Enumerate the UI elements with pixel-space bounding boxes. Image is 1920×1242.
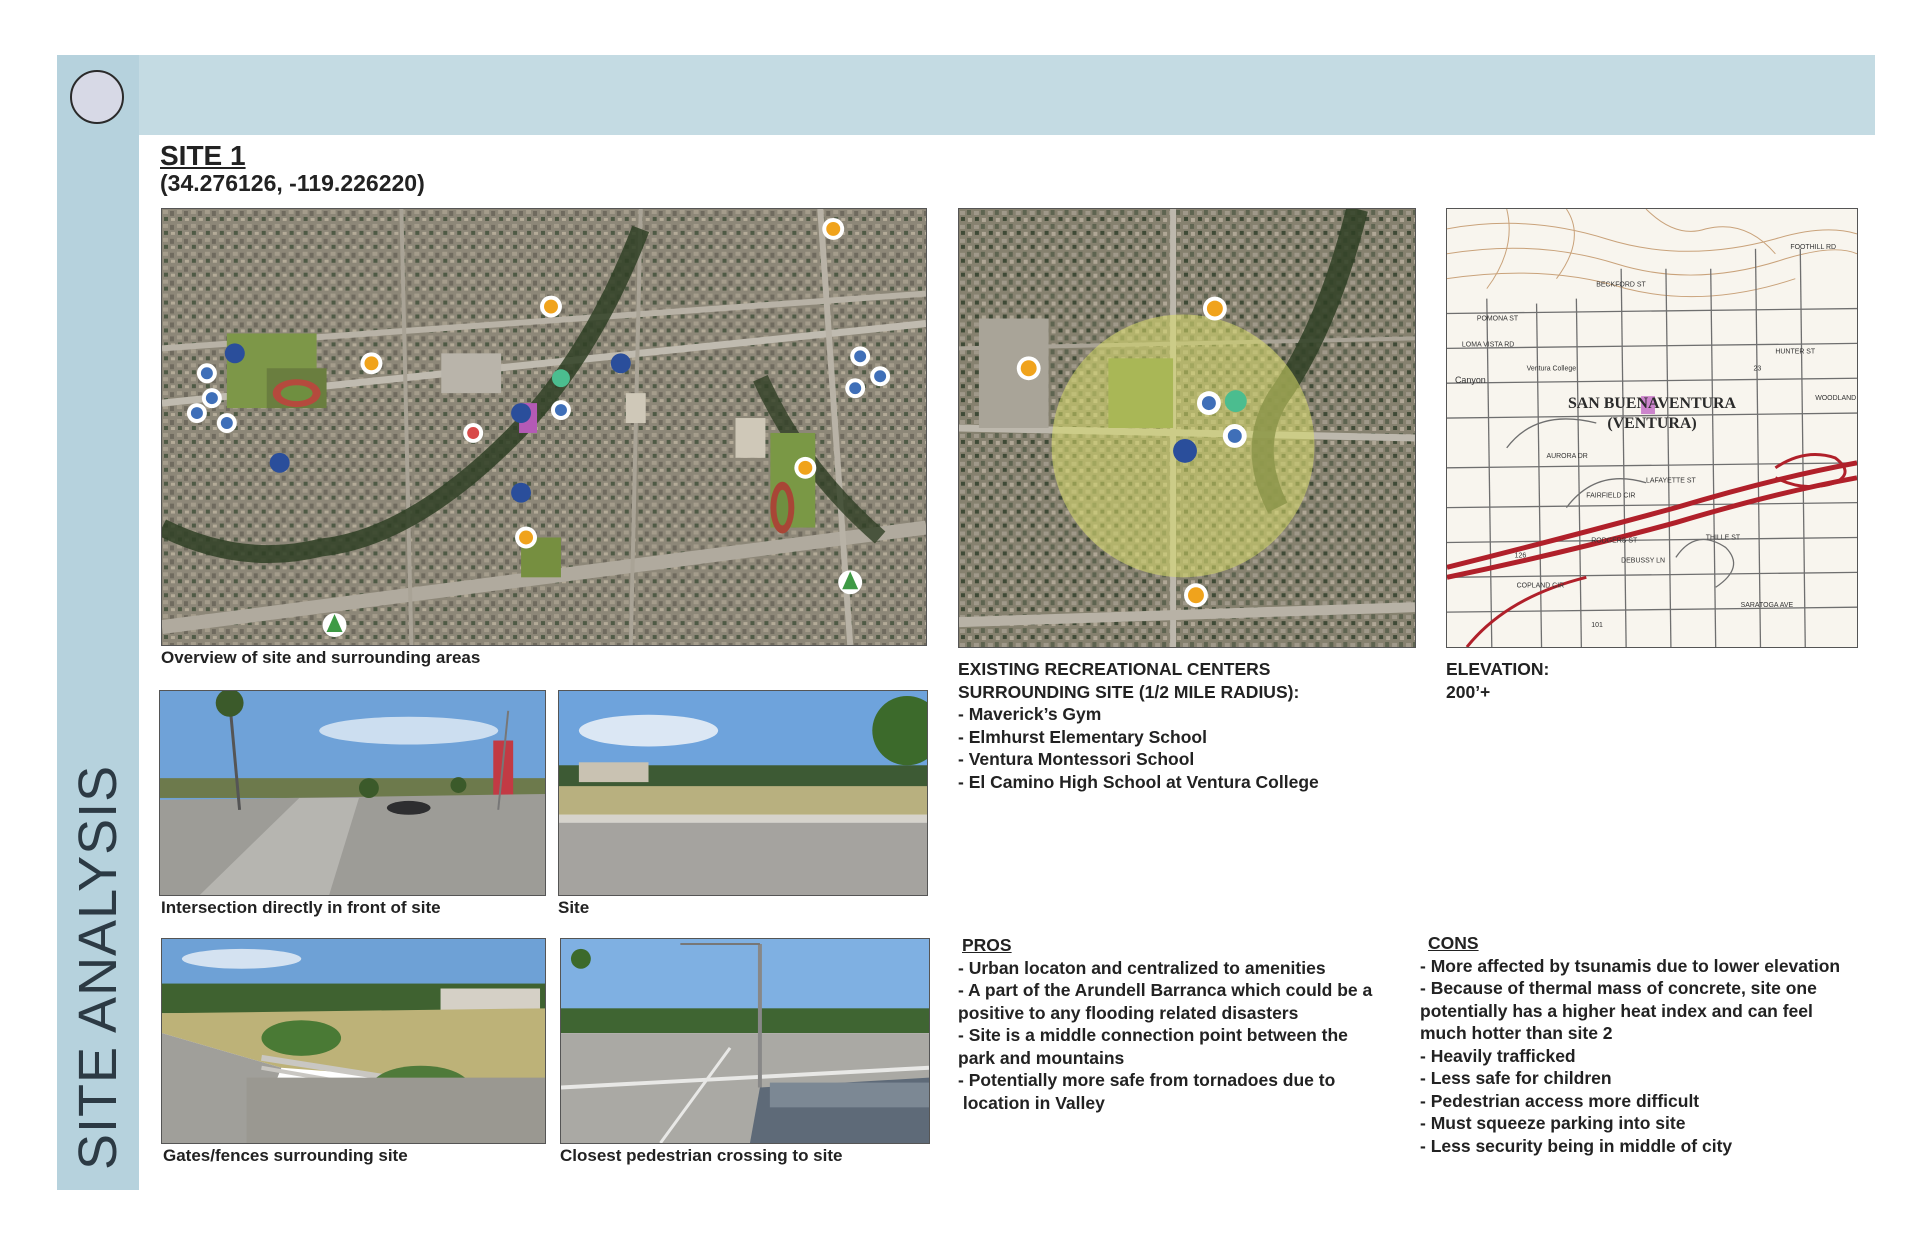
svg-text:Ventura College: Ventura College — [1526, 365, 1577, 373]
site-coordinates: (34.276126, -119.226220) — [160, 170, 425, 196]
gates-caption: Gates/fences surrounding site — [163, 1146, 408, 1165]
recreational-heading-2: SURROUNDING SITE (1/2 MILE RADIUS): — [958, 681, 1300, 702]
list-item: - A part of the Arundell Barranca which could be a — [958, 980, 1373, 1000]
site-title: SITE 1 — [160, 140, 246, 171]
list-item: much hotter than site 2 — [1420, 1023, 1613, 1043]
svg-text:DEBUSSY LN: DEBUSSY LN — [1621, 557, 1666, 565]
list-item: - Potentially more safe from tornadoes due to — [958, 1070, 1336, 1090]
svg-text:SARATOGA AVE: SARATOGA AVE — [1740, 602, 1794, 610]
elevation-value: 200’+ — [1446, 681, 1491, 702]
svg-text:BECKFORD ST: BECKFORD ST — [1596, 281, 1646, 289]
recreational-heading-1: EXISTING RECREATIONAL CENTERS — [958, 659, 1271, 679]
intersection-photo — [159, 690, 546, 896]
overview-aerial-map — [161, 208, 927, 646]
cons-list — [1420, 955, 1880, 1158]
svg-text:LOMA VISTA RD: LOMA VISTA RD — [1461, 341, 1515, 349]
svg-text:HUNTER ST: HUNTER ST — [1775, 348, 1816, 356]
svg-text:Canyon: Canyon — [1454, 375, 1486, 386]
pros-list — [958, 957, 1408, 1115]
header-bar — [57, 55, 1875, 135]
list-item: - Maverick’s Gym — [958, 704, 1102, 724]
list-item: - Urban locaton and centralized to amenities — [958, 957, 1326, 978]
sidebar-title: SITE ANALYSIS — [68, 764, 128, 1170]
list-item: location in Valley — [958, 1092, 1105, 1113]
gym-icon — [552, 369, 570, 387]
list-item: - Heavily trafficked — [1420, 1045, 1576, 1066]
elevation-block — [1446, 658, 1846, 703]
svg-text:COPLAND CIR: COPLAND CIR — [1516, 582, 1565, 590]
list-item: - Less safe for children — [1420, 1068, 1612, 1088]
recreational-centers-block — [958, 658, 1418, 793]
svg-text:FAIRFIELD CIR: FAIRFIELD CIR — [1586, 492, 1636, 500]
recreational-list — [958, 703, 1418, 793]
svg-text:101: 101 — [1591, 622, 1603, 630]
elevation-label: ELEVATION: — [1446, 659, 1550, 679]
circle-marker-icon — [70, 70, 124, 124]
svg-text:LAFAYETTE ST: LAFAYETTE ST — [1646, 477, 1696, 485]
svg-text:(VENTURA): (VENTURA) — [1607, 414, 1697, 433]
intersection-caption: Intersection directly in front of site — [161, 898, 441, 917]
overview-caption: Overview of site and surrounding areas — [161, 648, 481, 667]
svg-text:23: 23 — [1753, 365, 1762, 373]
list-item: - Ventura Montessori School — [958, 749, 1195, 769]
svg-text:WOODLAND: WOODLAND — [1815, 395, 1857, 403]
site-photo — [558, 690, 928, 896]
gates-photo — [161, 938, 546, 1144]
cons-block — [1420, 932, 1880, 1157]
list-item: - Less security being in middle of city — [1420, 1135, 1733, 1156]
list-item: - More affected by tsunamis due to lower elevation — [1420, 955, 1841, 976]
list-item: - El Camino High School at Ventura College — [958, 771, 1319, 792]
list-item: - Pedestrian access more difficult — [1420, 1090, 1700, 1111]
svg-text:126: 126 — [1514, 552, 1527, 560]
pros-heading: PROS — [962, 935, 1012, 955]
list-item: park and mountains — [958, 1047, 1125, 1068]
crossing-caption: Closest pedestrian crossing to site — [560, 1146, 843, 1165]
list-item: - Must squeeze parking into site — [1420, 1113, 1686, 1133]
church-icon — [1173, 439, 1197, 463]
cons-heading: CONS — [1428, 933, 1479, 953]
svg-text:POMONA ST: POMONA ST — [1476, 315, 1519, 323]
radius-aerial-map — [958, 208, 1416, 648]
list-item: positive to any flooding related disasters — [958, 1002, 1299, 1023]
list-item: - Site is a middle connection point between the — [958, 1025, 1348, 1045]
gym-icon — [1225, 390, 1247, 412]
site-caption: Site — [558, 898, 590, 917]
svg-text:FOOTHILL RD: FOOTHILL RD — [1790, 243, 1837, 251]
crossing-photo — [560, 938, 930, 1144]
pros-block — [958, 934, 1408, 1114]
svg-text:RODGERS ST: RODGERS ST — [1591, 537, 1638, 545]
list-item: - Elmhurst Elementary School — [958, 726, 1207, 747]
svg-text:AURORA DR: AURORA DR — [1546, 452, 1588, 460]
list-item: potentially has a higher heat index and can feel — [1420, 1000, 1813, 1021]
list-item: - Because of thermal mass of concrete, site one — [1420, 978, 1817, 998]
topographic-map — [1446, 208, 1858, 648]
svg-text:SAN BUENAVENTURA: SAN BUENAVENTURA — [1567, 395, 1737, 413]
svg-text:THILLE ST: THILLE ST — [1705, 534, 1741, 542]
